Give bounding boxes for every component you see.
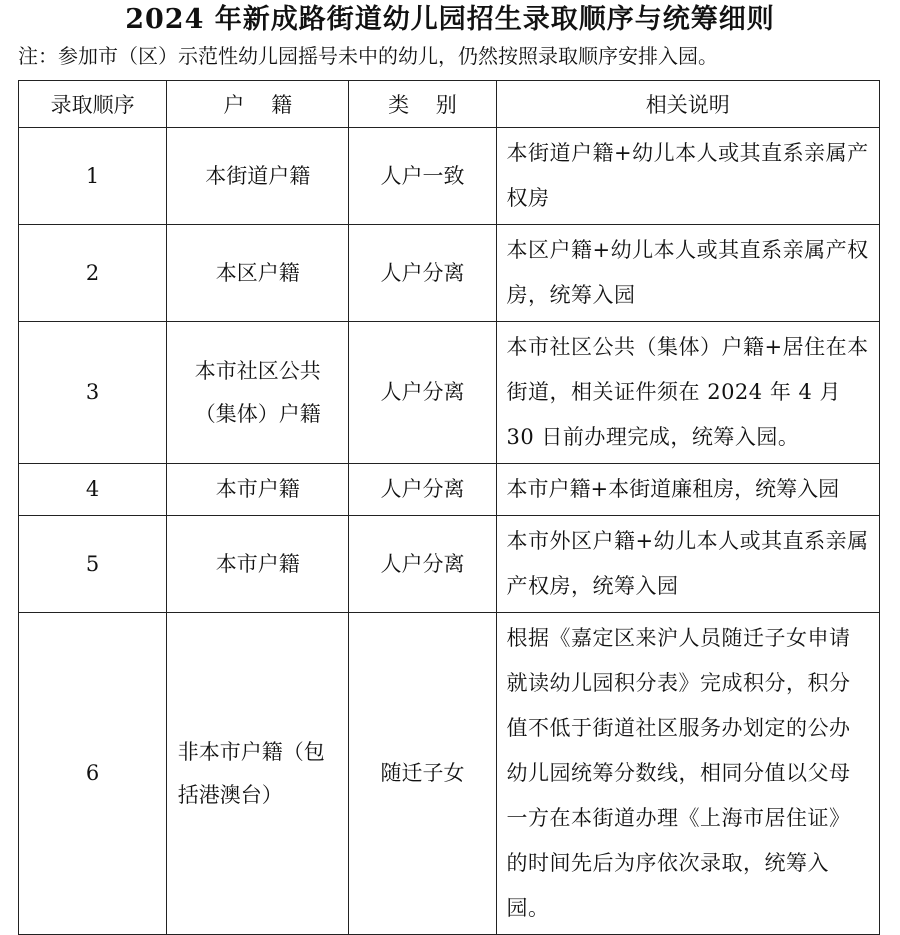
table-row [19,613,880,935]
header-order: 录取顺序 [19,81,167,128]
cell-order: 3 [19,322,167,464]
cell-desc: 本市户籍+本街道廉租房，统筹入园 [496,464,879,516]
cell-type: 人户分离 [349,225,496,322]
cell-desc: 本市社区公共（集体）户籍+居住在本街道，相关证件须在 2024 年 4 月 30 日前办理完成，统筹入园。 [496,322,879,464]
document-title: 2024 年新成路街道幼儿园招生录取顺序与统筹细则 [125,4,775,35]
header-type: 类 别 [349,81,496,128]
table-row [19,464,880,516]
cell-huji [167,613,349,935]
cell-type: 人户分离 [349,516,496,613]
cell-type: 人户分离 [349,322,496,464]
cell-huji-text: 非本市户籍（包括港澳台） [177,739,325,807]
cell-huji: 本市户籍 [167,516,349,613]
cell-huji: 本区户籍 [167,225,349,322]
cell-order: 1 [19,128,167,225]
cell-type: 随迁子女 [349,613,496,935]
cell-huji-text: 本市社区公共（集体）户籍 [194,358,321,426]
cell-type: 人户分离 [349,464,496,516]
header-desc: 相关说明 [496,81,879,128]
header-huji: 户 籍 [167,81,349,128]
table-row [19,128,880,225]
document-note: 注：参加市（区）示范性幼儿园摇号未中的幼儿，仍然按照录取顺序安排入园。 [18,44,718,68]
admission-rules-table [18,80,880,935]
cell-desc: 本市外区户籍+幼儿本人或其直系亲属产权房，统筹入园 [496,516,879,613]
cell-huji: 本市户籍 [167,464,349,516]
cell-order: 5 [19,516,167,613]
table-header-row [19,81,880,128]
table-row [19,225,880,322]
cell-order: 6 [19,613,167,935]
cell-desc: 根据《嘉定区来沪人员随迁子女申请就读幼儿园积分表》完成积分，积分值不低于街道社区服务办划定的公办幼儿园统筹分数线，相同分值以父母一方在本街道办理《上海市居住证》的时间先后为序依次录取，统筹入园。 [496,613,879,935]
cell-order: 2 [19,225,167,322]
cell-huji: 本街道户籍 [167,128,349,225]
table-row [19,322,880,464]
cell-desc: 本街道户籍+幼儿本人或其直系亲属产权房 [496,128,879,225]
table-row [19,516,880,613]
cell-type: 人户一致 [349,128,496,225]
cell-desc: 本区户籍+幼儿本人或其直系亲属产权房，统筹入园 [496,225,879,322]
cell-order: 4 [19,464,167,516]
cell-huji [167,322,349,464]
